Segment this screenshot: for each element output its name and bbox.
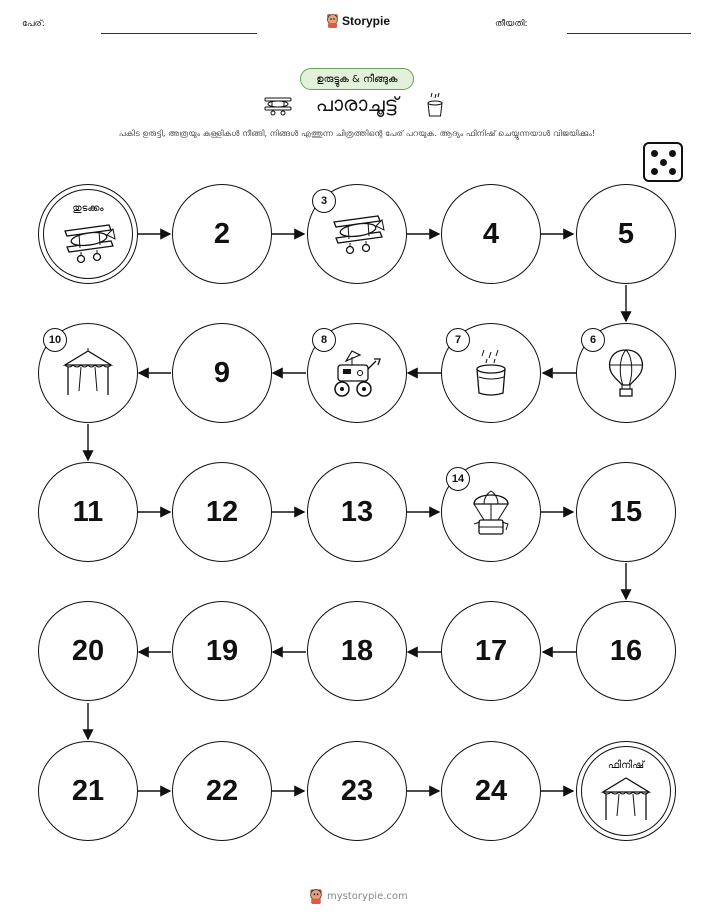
board-cell-15[interactable] — [576, 462, 676, 562]
board-cell-3[interactable] — [307, 184, 407, 284]
cell-number: 16 — [609, 634, 643, 667]
bear-mascot-icon — [309, 888, 323, 904]
board-cell-22[interactable] — [172, 741, 272, 841]
activity-tag: ഉരുട്ടുക & നീങ്ങുക — [300, 68, 414, 90]
page-title: പാരാചൂട്ട് — [315, 92, 399, 116]
cell-number: 17 — [474, 634, 508, 667]
finish-label: ഫിനിഷ് — [607, 760, 645, 771]
cell-number: 18 — [340, 634, 374, 667]
board-cell-8[interactable] — [307, 323, 407, 423]
footer-url[interactable]: mystorypie.com — [327, 890, 408, 902]
board-cell-13[interactable] — [307, 462, 407, 562]
cell-badge: 10 — [43, 328, 67, 352]
board-cell-18[interactable] — [307, 601, 407, 701]
board-cell-7[interactable] — [441, 323, 541, 423]
start-label: തുടക്കം — [72, 203, 104, 214]
cell-badge: 8 — [312, 328, 336, 352]
board-cell-17[interactable] — [441, 601, 541, 701]
instructions: പകിട ഉരുട്ടി, അത്രയും കള്ളികൾ നീങ്ങി, നിങ്ങൾ എത്തുന്ന ചിത്രത്തിന്റെ പേര് പറയുക. ആദ്യം ഫിനിഷ് ചെയ്യുന്നയാൾ വിജയിക്കും! — [118, 128, 596, 138]
cell-number: 15 — [609, 495, 643, 528]
board-cell-20[interactable] — [38, 601, 138, 701]
hot-air-balloon-icon — [597, 347, 655, 399]
board-cell-23[interactable] — [307, 741, 407, 841]
cell-number: 2 — [213, 217, 231, 250]
rover-robot-icon — [328, 347, 386, 399]
board-cell-12[interactable] — [172, 462, 272, 562]
cell-number: 24 — [474, 774, 508, 807]
board-cell-start[interactable] — [38, 184, 138, 284]
board-cell-9[interactable] — [172, 323, 272, 423]
footer — [309, 888, 408, 904]
cell-number: 9 — [213, 356, 231, 389]
date-label: തീയതി: — [495, 19, 528, 29]
canopy-tent-icon — [59, 347, 117, 399]
board-cell-16[interactable] — [576, 601, 676, 701]
cell-number: 13 — [340, 495, 374, 528]
cell-number: 23 — [340, 774, 374, 807]
board-cell-6[interactable] — [576, 323, 676, 423]
brand-name: Storypie — [342, 13, 391, 28]
cell-number: 20 — [71, 634, 105, 667]
cell-number: 12 — [205, 495, 239, 528]
rain-bucket-icon — [462, 347, 520, 399]
board-cell-5[interactable] — [576, 184, 676, 284]
board-cell-19[interactable] — [172, 601, 272, 701]
cell-number: 22 — [205, 774, 239, 807]
parachute-drop-icon — [462, 486, 520, 538]
board-cell-2[interactable] — [172, 184, 272, 284]
cell-badge: 14 — [446, 467, 470, 491]
cell-badge: 7 — [446, 328, 470, 352]
cell-badge: 6 — [581, 328, 605, 352]
cell-number: 5 — [617, 217, 635, 250]
board-cell-21[interactable] — [38, 741, 138, 841]
board-cell-finish[interactable] — [576, 741, 676, 841]
name-label: പേര്: — [22, 19, 45, 29]
cell-number: 4 — [482, 217, 500, 250]
board-cell-4[interactable] — [441, 184, 541, 284]
biplane-icon — [328, 208, 386, 260]
board-cell-10[interactable] — [38, 323, 138, 423]
board-cell-14[interactable] — [441, 462, 541, 562]
board-cell-24[interactable] — [441, 741, 541, 841]
cell-badge: 3 — [312, 189, 336, 213]
board-cell-11[interactable] — [38, 462, 138, 562]
cell-number: 11 — [72, 495, 104, 528]
cell-number: 21 — [71, 774, 105, 807]
cell-number: 19 — [205, 634, 239, 667]
